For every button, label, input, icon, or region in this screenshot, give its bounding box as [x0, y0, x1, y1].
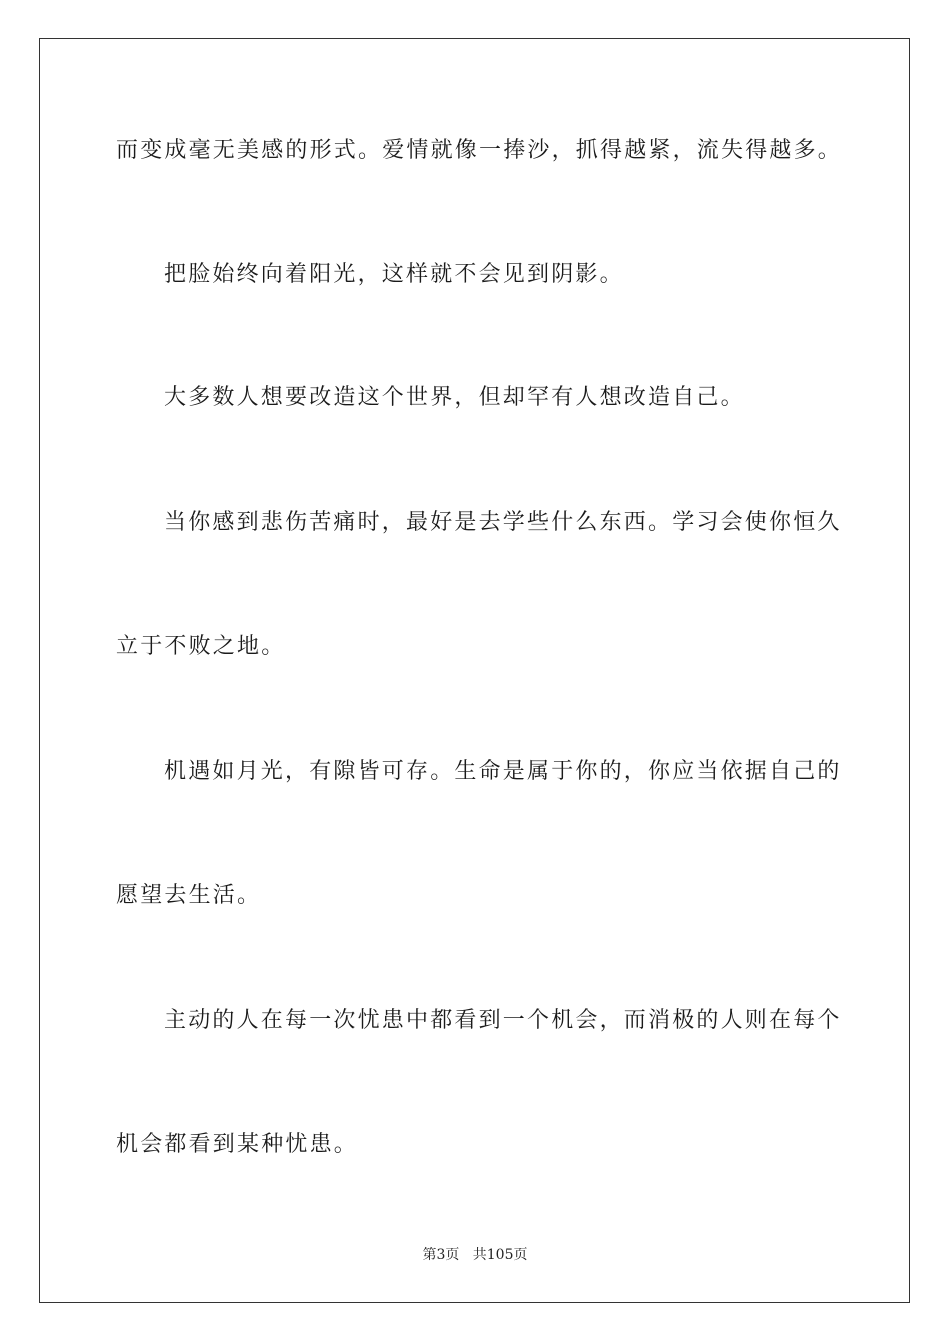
paragraph-line: 当你感到悲伤苦痛时，最好是去学些什么东西。学习会使你恒久 — [164, 510, 842, 535]
page-total: 共105页 — [472, 1247, 528, 1263]
page-footer — [0, 1246, 950, 1264]
paragraph-line: 机会都看到某种忧患。 — [116, 1132, 359, 1157]
paragraph-line: 愿望去生活。 — [116, 883, 262, 908]
paragraph-line: 机遇如月光，有隙皆可存。生命是属于你的，你应当依据自己的 — [164, 759, 842, 784]
page-frame — [39, 38, 910, 1303]
paragraph-line: 而变成毫无美感的形式。爱情就像一捧沙，抓得越紧，流失得越多。 — [116, 138, 843, 163]
paragraph-line: 把脸始终向着阳光，这样就不会见到阴影。 — [164, 262, 624, 287]
paragraph-line: 立于不败之地。 — [116, 634, 286, 659]
page-number: 第3页 — [422, 1247, 460, 1263]
paragraph-line: 大多数人想要改造这个世界，但却罕有人想改造自己。 — [164, 385, 745, 410]
paragraph-line: 主动的人在每一次忧患中都看到一个机会，而消极的人则在每个 — [164, 1008, 842, 1033]
